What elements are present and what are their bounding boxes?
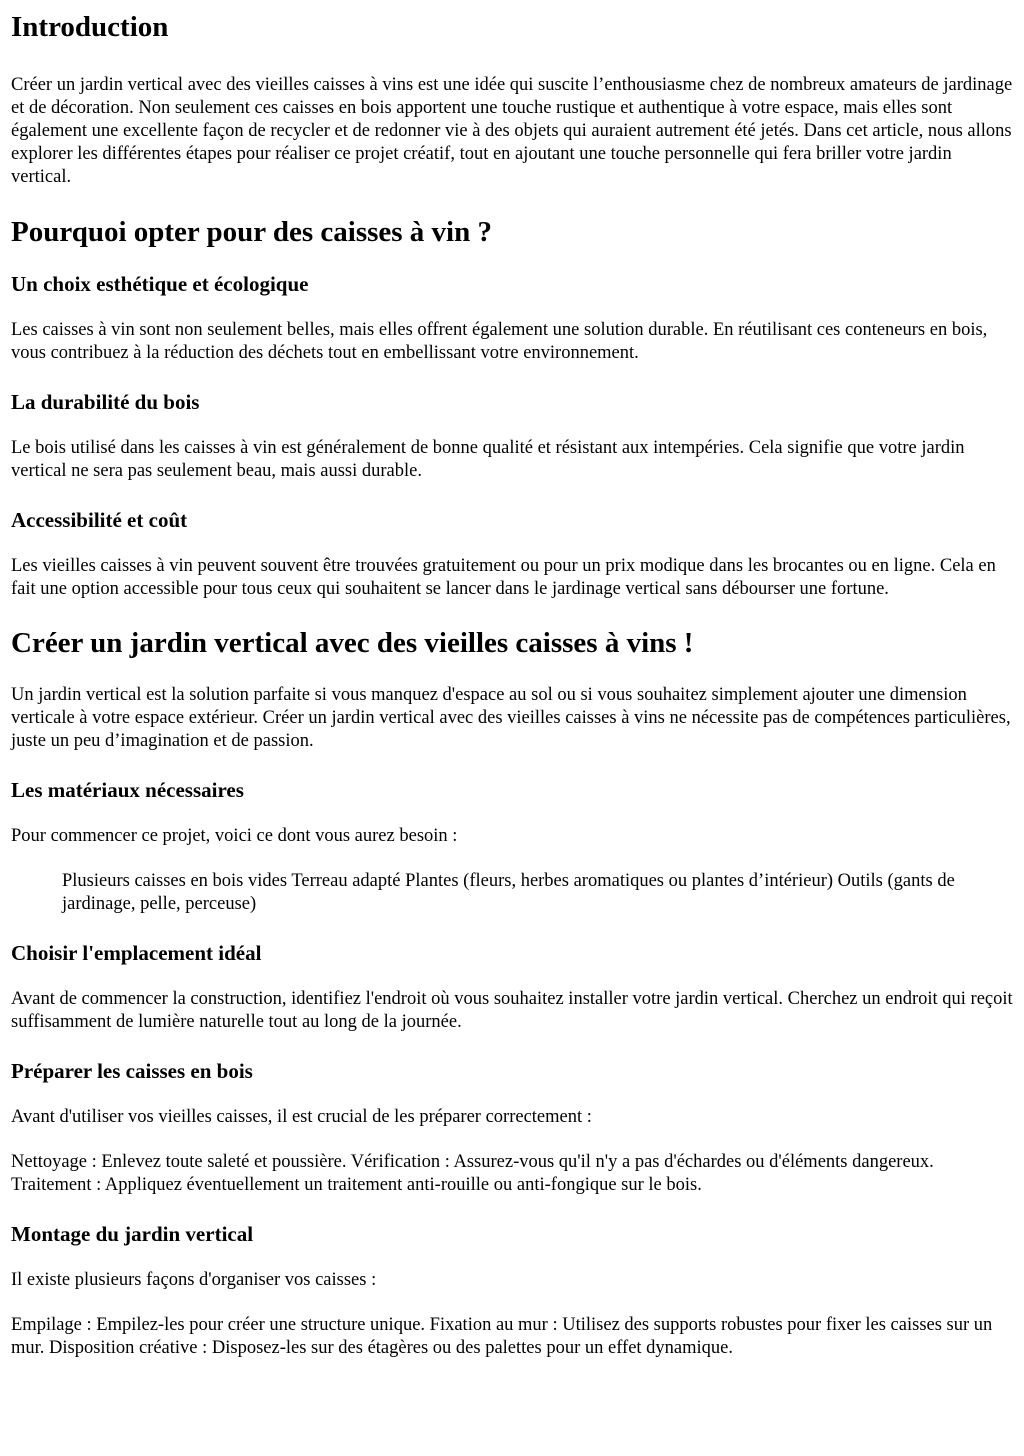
subheading-montage: Montage du jardin vertical [11, 1222, 254, 1246]
paragraph-montage-options: Empilage : Empilez-les pour créer une structure unique. Fixation au mur : Utilisez des supports robustes pour fixer les caisses sur un mur. Disposition créative : Disposez-les sur des étagères ou des palettes pour un effet dynamique. [11, 1315, 993, 1358]
subheading-choix: Un choix esthétique et écologique [11, 272, 309, 296]
heading-introduction: Introduction [11, 11, 169, 43]
paragraph-materiaux: Pour commencer ce projet, voici ce dont vous aurez besoin : [11, 826, 458, 846]
paragraph-creer-jardin: Un jardin vertical est la solution parfaite si vous manquez d'espace au sol ou si vous souhaitez simplement ajouter une dimension verticale à votre espace extérieur. Créer un jardin vertical avec des vieilles caisses à vins ne nécessite pas de compétences particulières, juste un peu d’imagination et de passion. [11, 685, 1011, 751]
paragraph-introduction: Créer un jardin vertical avec des vieilles caisses à vins est une idée qui suscite l’enthousiasme chez de nombreux amateurs de jardinage et de décoration. Non seulement ces caisses en bois apportent une touche rustique et authentique à votre espace, mais elles sont également une excellente façon de recycler et de redonner vie à des objets qui auraient autrement été jetés. Dans cet article, nous allons explorer les différentes étapes pour réaliser ce projet créatif, tout en ajoutant une touche personnelle qui fera briller votre jardin vertical. [11, 75, 1013, 187]
subheading-preparer: Préparer les caisses en bois [11, 1059, 253, 1083]
subheading-emplacement: Choisir l'emplacement idéal [11, 941, 262, 965]
paragraph-choix: Les caisses à vin sont non seulement belles, mais elles offrent également une solution durable. En réutilisant ces conteneurs en bois, vous contribuez à la réduction des déchets tout en embellissant votre environnement. [11, 320, 988, 363]
subheading-materiaux: Les matériaux nécessaires [11, 778, 244, 802]
paragraph-durabilite: Le bois utilisé dans les caisses à vin est généralement de bonne qualité et résistant aux intempéries. Cela signifie que votre jardin vertical ne sera pas seulement beau, mais aussi durable. [11, 438, 965, 481]
article [0, 10, 1024, 1360]
subheading-accessibilite: Accessibilité et coût [11, 508, 188, 532]
paragraph-preparer-intro: Avant d'utiliser vos vieilles caisses, il est crucial de les préparer correctement : [11, 1107, 592, 1127]
materials-list: Plusieurs caisses en bois vides Terreau adapté Plantes (fleurs, herbes aromatiques ou plantes d’intérieur) Outils (gants de jardinage, pelle, perceuse) [62, 871, 955, 914]
subheading-durabilite: La durabilité du bois [11, 390, 200, 414]
paragraph-accessibilite: Les vieilles caisses à vin peuvent souvent être trouvées gratuitement ou pour un prix modique dans les brocantes ou en ligne. Cela en fait une option accessible pour tous ceux qui souhaitent se lancer dans le jardinage vertical sans débourser une fortune. [11, 556, 996, 599]
paragraph-emplacement: Avant de commencer la construction, identifiez l'endroit où vous souhaitez installer votre jardin vertical. Cherchez un endroit qui reçoit suffisamment de lumière naturelle tout au long de la journée. [11, 989, 1013, 1032]
heading-pourquoi: Pourquoi opter pour des caisses à vin ? [11, 216, 492, 248]
heading-creer-jardin: Créer un jardin vertical avec des vieilles caisses à vins ! [11, 627, 694, 659]
paragraph-preparer-steps: Nettoyage : Enlevez toute saleté et poussière. Vérification : Assurez-vous qu'il n'y a pas d'échardes ou d'éléments dangereux. Traitement : Appliquez éventuellement un traitement anti-rouille ou anti-fongique sur le bois. [11, 1152, 934, 1195]
paragraph-montage-intro: Il existe plusieurs façons d'organiser vos caisses : [11, 1270, 377, 1290]
